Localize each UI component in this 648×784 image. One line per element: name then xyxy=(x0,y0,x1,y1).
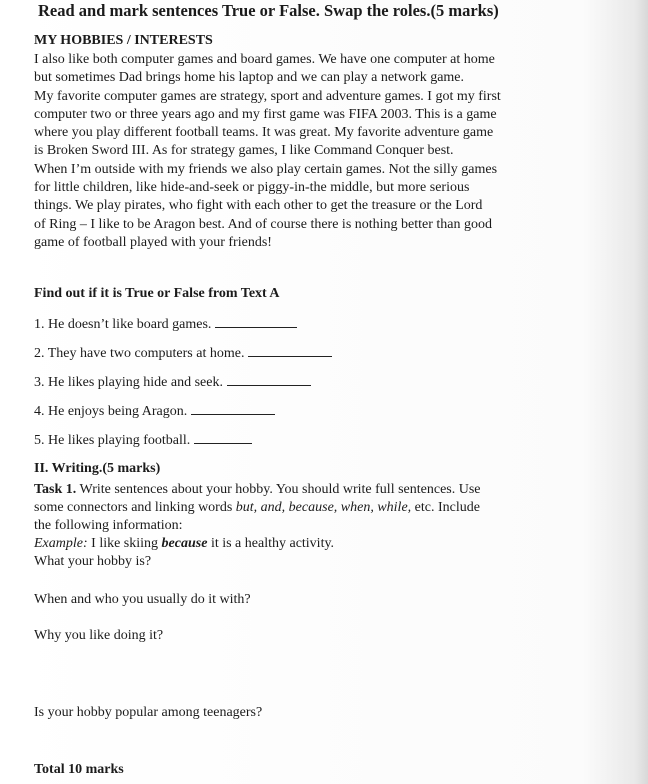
writing-question: Why you like doing it? xyxy=(34,628,164,643)
passage-line: things. We play pirates, who fight with each other to get the treasure or the Lord xyxy=(34,198,483,214)
passage-line: where you play different football teams. It was great. My favorite adventure game xyxy=(34,125,494,141)
task-text: etc. Include xyxy=(411,500,480,515)
passage-line: of Ring – I like to be Aragon best. And of course there is nothing better than good xyxy=(34,216,493,232)
passage-line: My favorite computer games are strategy, sport and adventure games. I got my first xyxy=(34,88,501,104)
task-line xyxy=(34,481,634,499)
task-text: Write sentences about your hobby. You should write full sentences. Use xyxy=(76,482,481,497)
example-label: Example: xyxy=(34,536,88,551)
passage-heading: MY HOBBIES / INTERESTS xyxy=(34,33,213,48)
example-line xyxy=(34,535,634,553)
example-connector: because xyxy=(161,536,208,551)
passage-line: for little children, like hide-and-seek or piggy-in-the middle, but more serious xyxy=(34,180,470,196)
writing-question: Is your hobby popular among teenagers? xyxy=(34,705,263,720)
true-false-statement: 3. He likes playing hide and seek. xyxy=(34,375,223,390)
true-false-statement: 5. He likes playing football. xyxy=(34,433,191,448)
example-text: I like skiing xyxy=(87,536,162,551)
task-label: Task 1. xyxy=(34,482,77,497)
passage-line: game of football played with your friends! xyxy=(34,234,272,250)
linking-words: but, and, because, when, while, xyxy=(235,500,412,515)
answer-blank[interactable] xyxy=(191,402,275,415)
writing-question: What your hobby is? xyxy=(34,554,152,569)
answer-blank[interactable] xyxy=(215,315,297,328)
task-line xyxy=(34,499,634,517)
worksheet-title: Read and mark sentences True or False. Swap the roles.(5 marks) xyxy=(38,1,499,20)
true-false-item xyxy=(34,402,275,420)
true-false-heading: Find out if it is True or False from Text A xyxy=(34,286,280,301)
task-line: the following information: xyxy=(34,518,183,533)
true-false-statement: 1. He doesn’t like board games. xyxy=(34,317,212,332)
writing-task xyxy=(34,481,634,553)
answer-blank[interactable] xyxy=(248,344,332,357)
example-text: it is a healthy activity. xyxy=(207,536,335,551)
total-marks: Total 10 marks xyxy=(34,762,124,777)
true-false-statement: 2. They have two computers at home. xyxy=(34,346,245,361)
writing-section-heading: II. Writing.(5 marks) xyxy=(34,461,161,476)
passage-line: but sometimes Dad brings home his laptop and we can play a network game. xyxy=(34,70,465,86)
passage-line: is Broken Sword III. As for strategy games, I like Command Conquer best. xyxy=(34,143,454,159)
true-false-statement: 4. He enjoys being Aragon. xyxy=(34,404,188,419)
passage-line: I also like both computer games and board games. We have one computer at home xyxy=(34,52,495,67)
true-false-item xyxy=(34,431,252,449)
true-false-item xyxy=(34,373,311,391)
writing-question: When and who you usually do it with? xyxy=(34,592,251,607)
reading-passage xyxy=(34,51,634,252)
true-false-item xyxy=(34,344,332,362)
passage-line: computer two or three years ago and my first game was FIFA 2003. This is a game xyxy=(34,106,497,122)
answer-blank[interactable] xyxy=(227,373,311,386)
task-text: some connectors and linking words xyxy=(34,500,236,515)
true-false-item xyxy=(34,315,297,333)
passage-line: When I’m outside with my friends we also play certain games. Not the silly games xyxy=(34,161,498,177)
answer-blank[interactable] xyxy=(194,431,252,444)
